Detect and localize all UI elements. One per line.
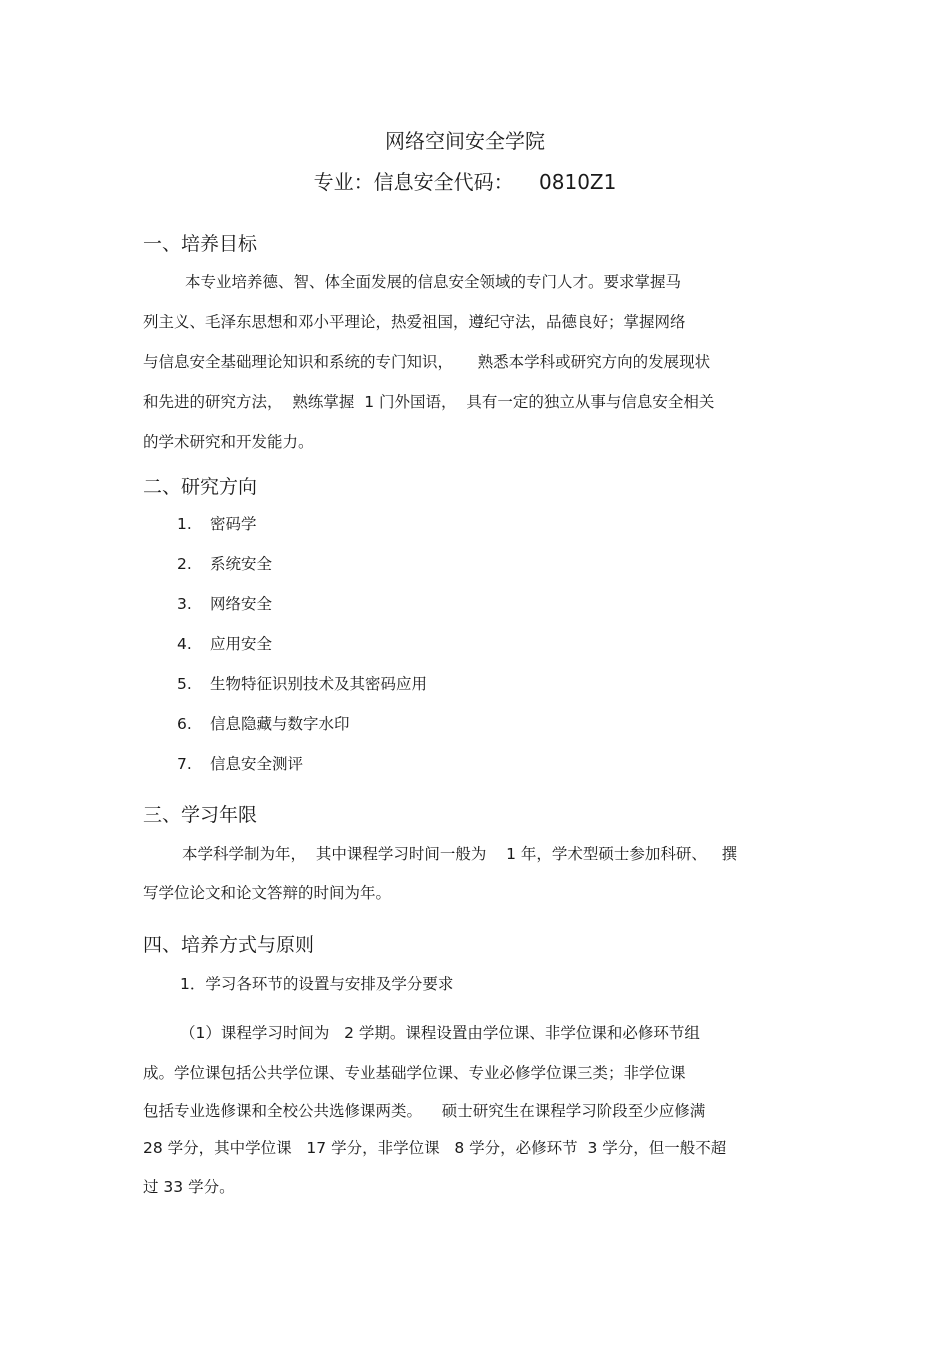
paragraph-line: 28 学分，其中学位课 17 学分，非学位课 8 学分，必修环节 3 学分，但一般不超 — [143, 1139, 727, 1157]
list-item — [177, 757, 303, 773]
paragraph-line: 列主义、毛泽东思想和邓小平理论，热爱祖国，遵纪守法，品德良好；掌握网络 — [143, 313, 686, 331]
paragraph-line: （1）课程学习时间为 2 学期。课程设置由学位课、非学位课和必修环节组 — [180, 1024, 700, 1042]
section3-heading: 三、学习年限 — [143, 804, 258, 826]
list-item — [177, 597, 272, 613]
paragraph-line: 包括专业选修课和全校公共选修课两类。 硕士研究生在课程学习阶段至少应修满 — [143, 1102, 706, 1120]
paragraph-line: 和先进的研究方法， 熟练掌握 1 门外国语， 具有一定的独立从事与信息安全相关 — [143, 393, 715, 411]
list-text: 信息安全测评 — [210, 755, 304, 773]
paragraph-line: 成。学位课包括公共学位课、专业基础学位课、专业必修学位课三类；非学位课 — [143, 1064, 686, 1082]
major-line: 专业：信息安全代码： 0810Z1 — [313, 170, 617, 194]
section4-heading: 四、培养方式与原则 — [143, 934, 315, 956]
list-number: 4. — [177, 635, 192, 653]
list-item — [177, 717, 350, 733]
list-item — [177, 557, 272, 573]
paragraph-line: 写学位论文和论文答辩的时间为年。 — [143, 884, 392, 902]
paragraph-line: 的学术研究和开发能力。 — [143, 433, 314, 451]
list-number: 2. — [177, 555, 192, 573]
paragraph-line: 本专业培养德、智、体全面发展的信息安全领域的专门人才。要求掌握马 — [185, 273, 682, 291]
paragraph-line: 本学科学制为年， 其中课程学习时间一般为 1 年，学术型硕士参加科研、 撰 — [182, 845, 738, 863]
list-number: 5. — [177, 675, 192, 693]
paragraph-line: 过 33 学分。 — [143, 1178, 235, 1196]
list-text: 系统安全 — [210, 555, 273, 573]
list-text: 密码学 — [210, 515, 257, 533]
list-text: 应用安全 — [210, 635, 273, 653]
list-item — [177, 637, 272, 653]
subheading: 1．学习各环节的设置与安排及学分要求 — [180, 975, 454, 993]
list-item — [177, 677, 427, 693]
list-number: 3. — [177, 595, 192, 613]
school-title: 网络空间安全学院 — [385, 129, 545, 153]
section1-heading: 一、培养目标 — [143, 233, 258, 255]
list-number: 6. — [177, 715, 192, 733]
list-number: 7. — [177, 755, 192, 773]
list-text: 信息隐藏与数字水印 — [210, 715, 350, 733]
list-text: 生物特征识别技术及其密码应用 — [210, 675, 428, 693]
list-item — [177, 517, 257, 533]
section2-heading: 二、研究方向 — [143, 476, 258, 498]
paragraph-line: 与信息安全基础理论知识和系统的专门知识， 熟悉本学科或研究方向的发展现状 — [143, 353, 711, 371]
list-number: 1. — [177, 515, 192, 533]
list-text: 网络安全 — [210, 595, 273, 613]
